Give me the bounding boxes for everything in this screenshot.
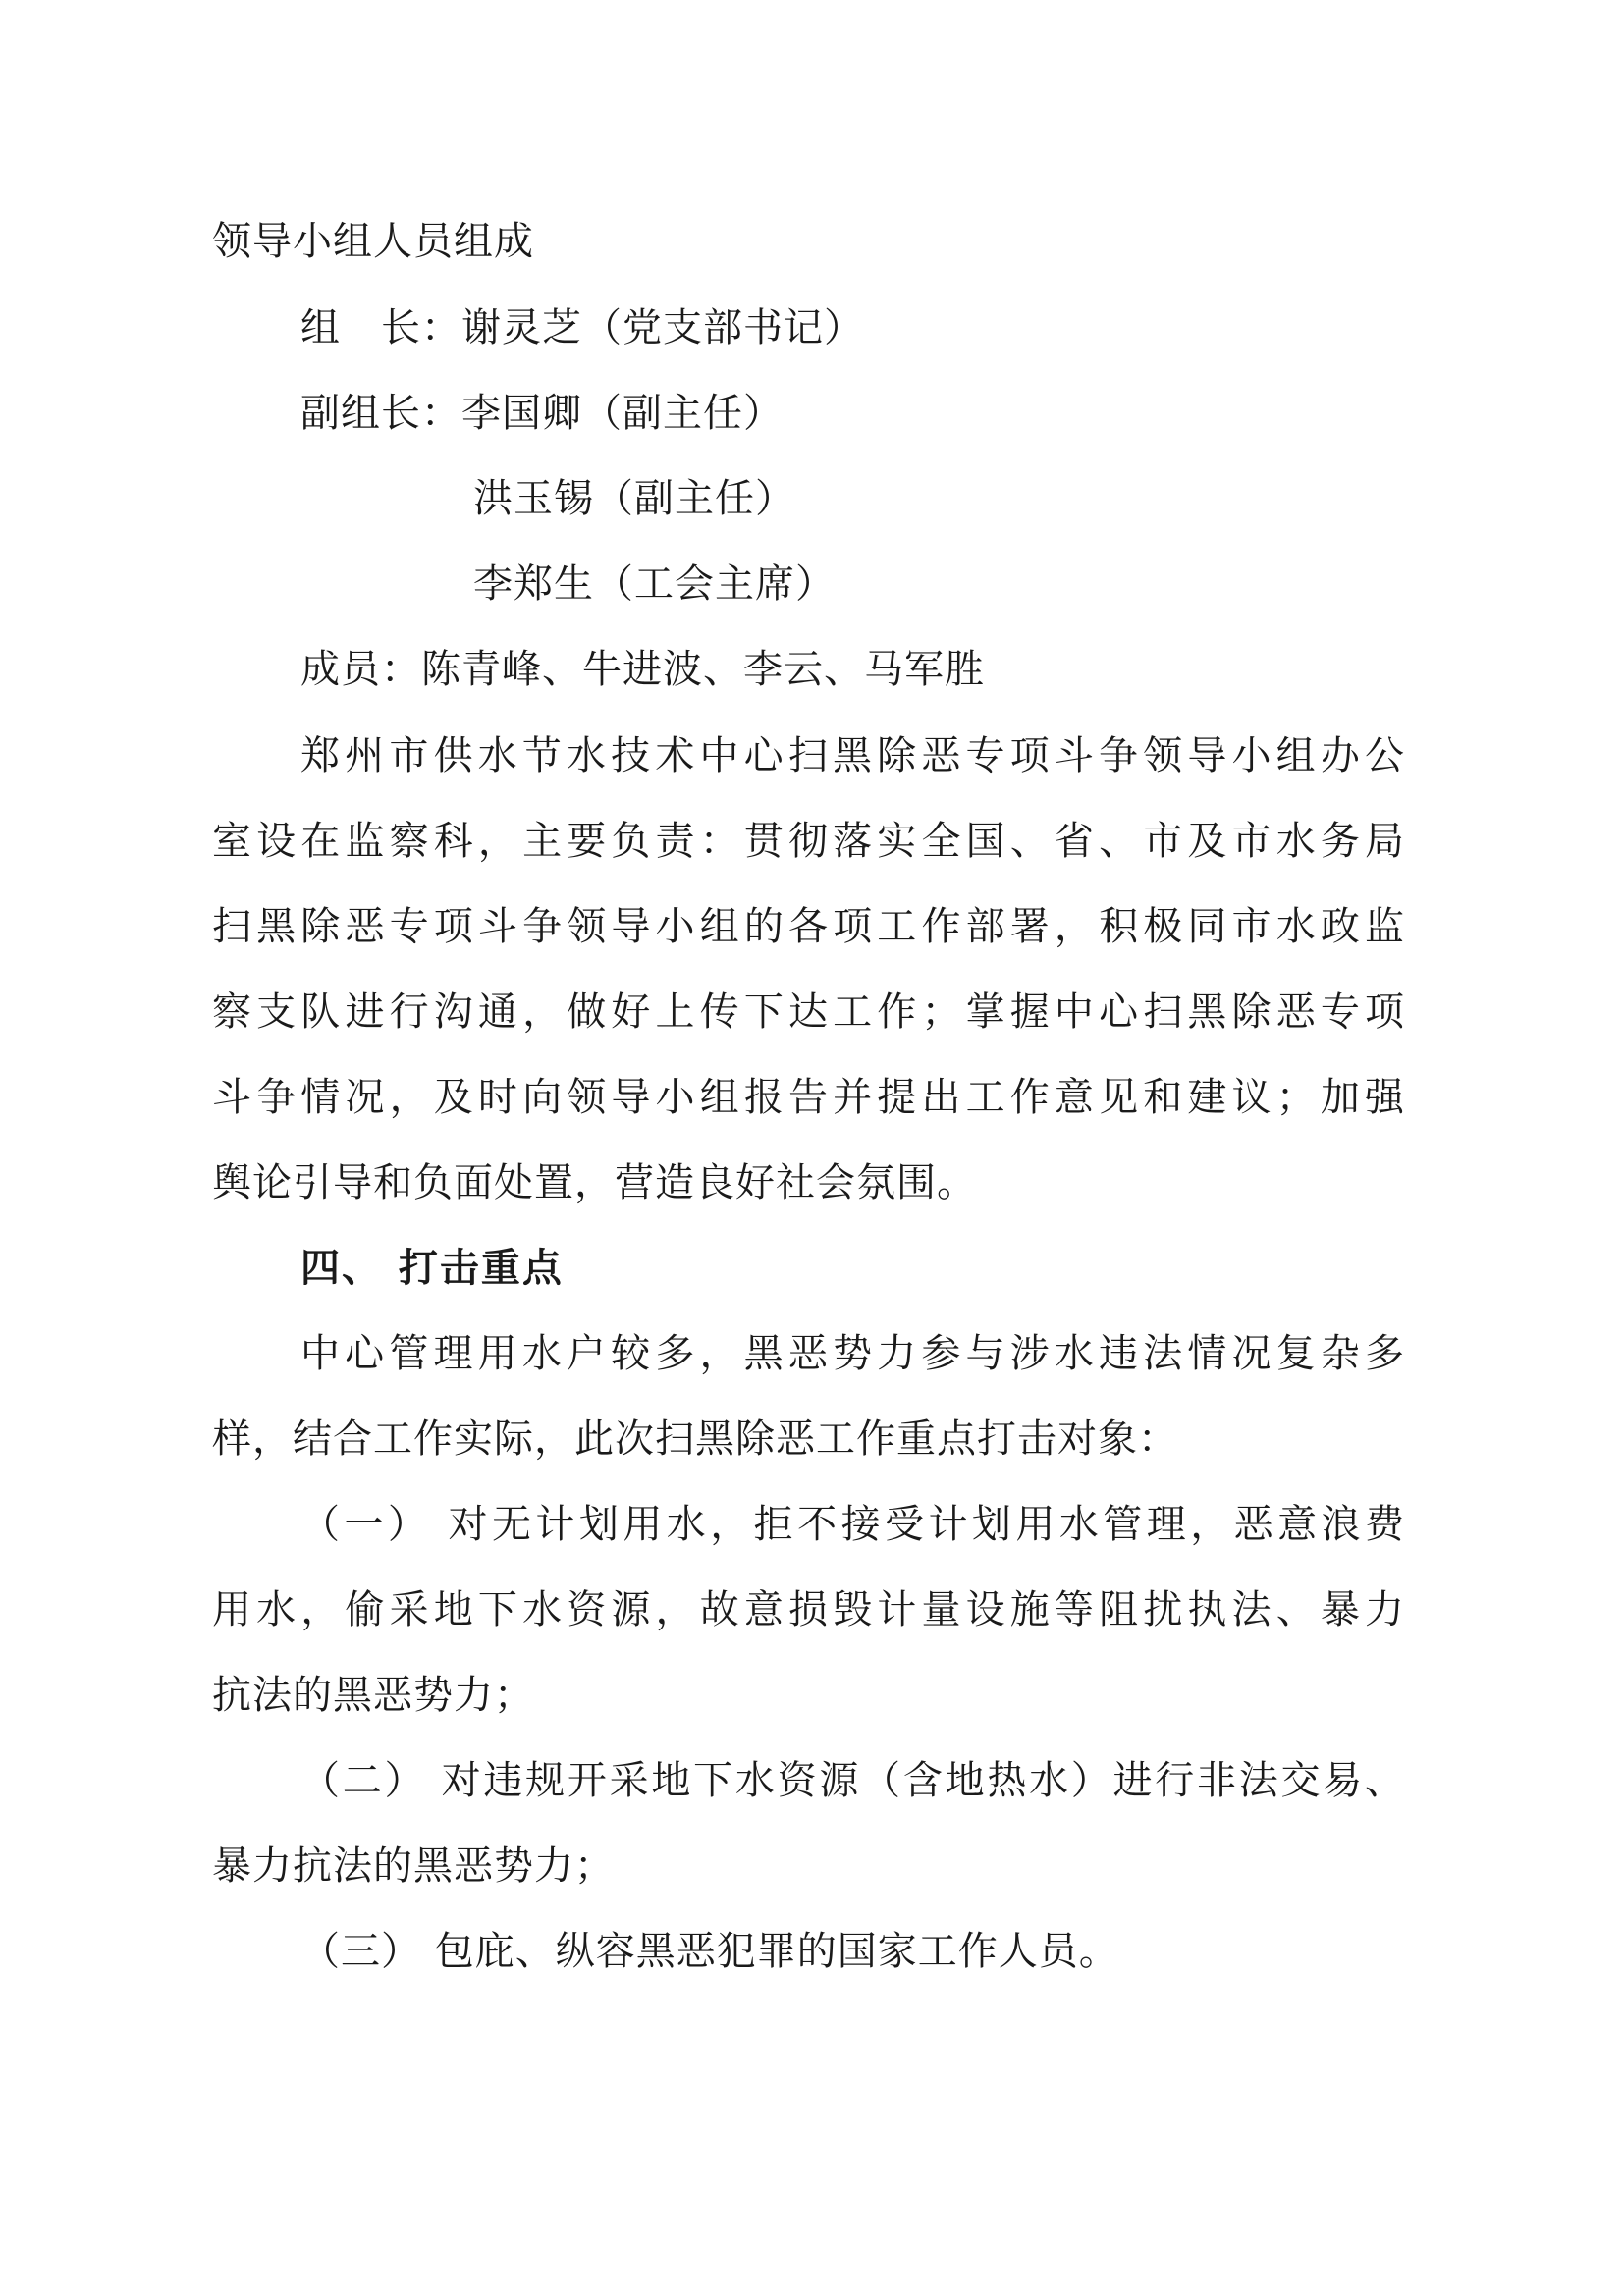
office-paragraph-line: 扫黑除恶专项斗争领导小组的各项工作部署，积极同市水政监 xyxy=(212,904,1405,949)
members-line: 成员：陈青峰、牛进波、李云、马军胜 xyxy=(300,647,985,692)
deputy-line: 洪玉锡（副主任） xyxy=(473,476,795,521)
deputy-line xyxy=(300,390,784,437)
office-paragraph-line: 斗争情况，及时向领导小组报告并提出工作意见和建议；加强 xyxy=(212,1075,1405,1120)
item1-line: （一） 对无计划用水，拒不接受计划用水管理，恶意浪费 xyxy=(300,1502,1405,1547)
group-title: 领导小组人员组成 xyxy=(212,219,534,264)
office-paragraph-line: 察支队进行沟通，做好上传下达工作；掌握中心扫黑除恶专项 xyxy=(212,989,1405,1035)
item2-line: （二） 对违规开采地下水资源（含地热水）进行非法交易、 xyxy=(300,1758,1405,1803)
item2-line: 暴力抗法的黑恶势力； xyxy=(212,1843,615,1889)
item1-line: 抗法的黑恶势力； xyxy=(212,1673,534,1718)
intro-paragraph-line: 样，结合工作实际，此次扫黑除恶工作重点打击对象： xyxy=(212,1416,1178,1462)
item1-line: 用水，偷采地下水资源，故意损毁计量设施等阻扰执法、暴力 xyxy=(212,1587,1405,1632)
leader-value: 谢灵芝（党支部书记） xyxy=(461,305,864,350)
leader-label: 组 长： xyxy=(300,305,461,350)
leader-line xyxy=(300,304,864,351)
office-paragraph-line: 室设在监察科，主要负责：贯彻落实全国、省、市及市水务局 xyxy=(212,819,1405,864)
deputy-label: 副组长： xyxy=(300,391,461,436)
section-heading: 四、 打击重点 xyxy=(300,1246,564,1291)
office-paragraph-line: 舆论引导和负面处置，营造良好社会氛围。 xyxy=(212,1160,977,1205)
deputy-line: 李郑生（工会主席） xyxy=(473,561,836,607)
deputy-value: 李国卿（副主任） xyxy=(461,391,784,436)
intro-paragraph-line: 中心管理用水户较多，黑恶势力参与涉水违法情况复杂多 xyxy=(300,1331,1405,1376)
office-paragraph-line: 郑州市供水节水技术中心扫黑除恶专项斗争领导小组办公 xyxy=(300,733,1405,778)
item3-line: （三） 包庇、纵容黑恶犯罪的国家工作人员。 xyxy=(300,1929,1119,1974)
